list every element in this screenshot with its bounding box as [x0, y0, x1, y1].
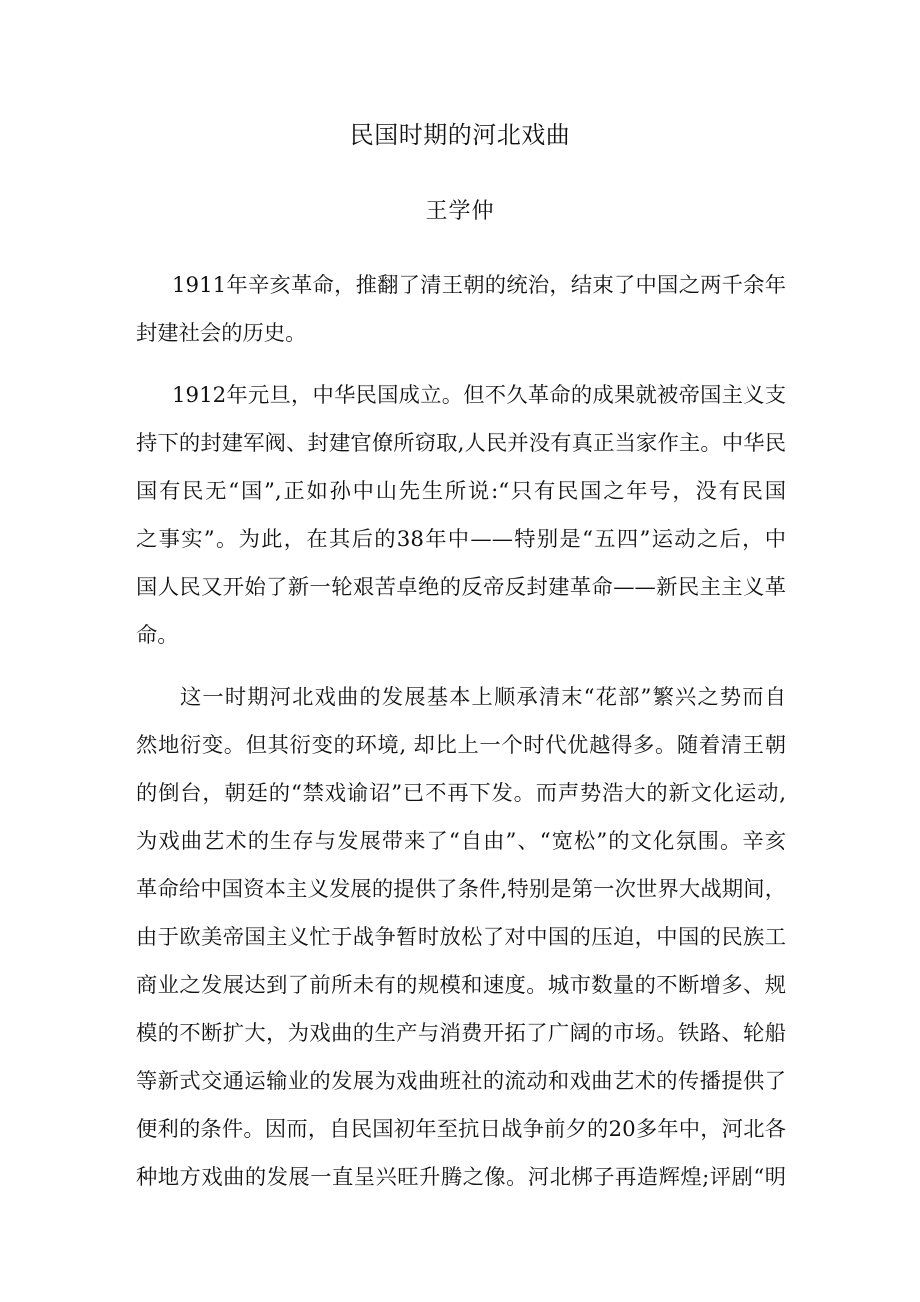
text-line: 种地方戏曲的发展一直呈兴旺升腾之像。河北梆子再造辉煌;评剧“明 [136, 1165, 786, 1190]
text-line: 这一时期河北戏曲的发展基本上顺承清末“花部”繁兴之势而自 [180, 685, 786, 710]
text-line: 商业之发展达到了前所未有的规模和速度。城市数量的不断增多、规 [136, 973, 786, 998]
text-line: 持下的封建军阀、封建官僚所窃取,人民并没有真正当家作主。中华民 [136, 431, 786, 456]
text-line: 由于欧美帝国主义忙于战争暂时放松了对中国的压迫，中国的民族工 [136, 925, 786, 950]
text-line: 等新式交通运输业的发展为戏曲班社的流动和戏曲艺术的传播提供了 [136, 1069, 786, 1094]
text-line: 1912年元旦，中华民国成立。但不久革命的成果就被帝国主义支 [172, 383, 786, 408]
text-line: 之事实”。为此，在其后的38年中——特别是“五四”运动之后，中 [136, 527, 786, 552]
document-title: 民国时期的河北戏曲 [349, 121, 571, 149]
text-line: 模的不断扩大，为戏曲的生产与消费开拓了广阔的市场。铁路、轮船 [136, 1021, 786, 1046]
text-line: 1911年辛亥革命，推翻了清王朝的统治，结束了中国之两千余年 [172, 273, 786, 298]
paragraph-3 [136, 674, 786, 1202]
text-line: 国有民无“国”,正如孙中山先生所说:“只有民国之年号，没有民国 [136, 479, 786, 504]
text-line: 封建社会的历史。 [136, 321, 307, 346]
text-line: 国人民又开始了新一轮艰苦卓绝的反帝反封建革命——新民主主义革 [136, 575, 786, 600]
text-line: 命。 [136, 623, 179, 648]
text-line: 的倒台，朝廷的“禁戏谕诏”已不再下发。而声势浩大的新文化运动, [136, 781, 786, 806]
text-line: 为戏曲艺术的生存与发展带来了“自由”、“宽松”的文化氛围。辛亥 [136, 829, 786, 854]
paragraph-1 [136, 262, 786, 358]
paragraph-2 [136, 372, 786, 660]
text-line: 革命给中国资本主义发展的提供了条件,特别是第一次世界大战期间， [136, 877, 786, 902]
document-body [136, 262, 786, 1202]
text-line: 便利的条件。因而，自民国初年至抗日战争前夕的20多年中，河北各 [136, 1117, 786, 1142]
text-line: 然地衍变。但其衍变的环境, 却比上一个时代优越得多。随着清王朝 [136, 733, 786, 758]
document-author: 王学仲 [425, 199, 495, 224]
